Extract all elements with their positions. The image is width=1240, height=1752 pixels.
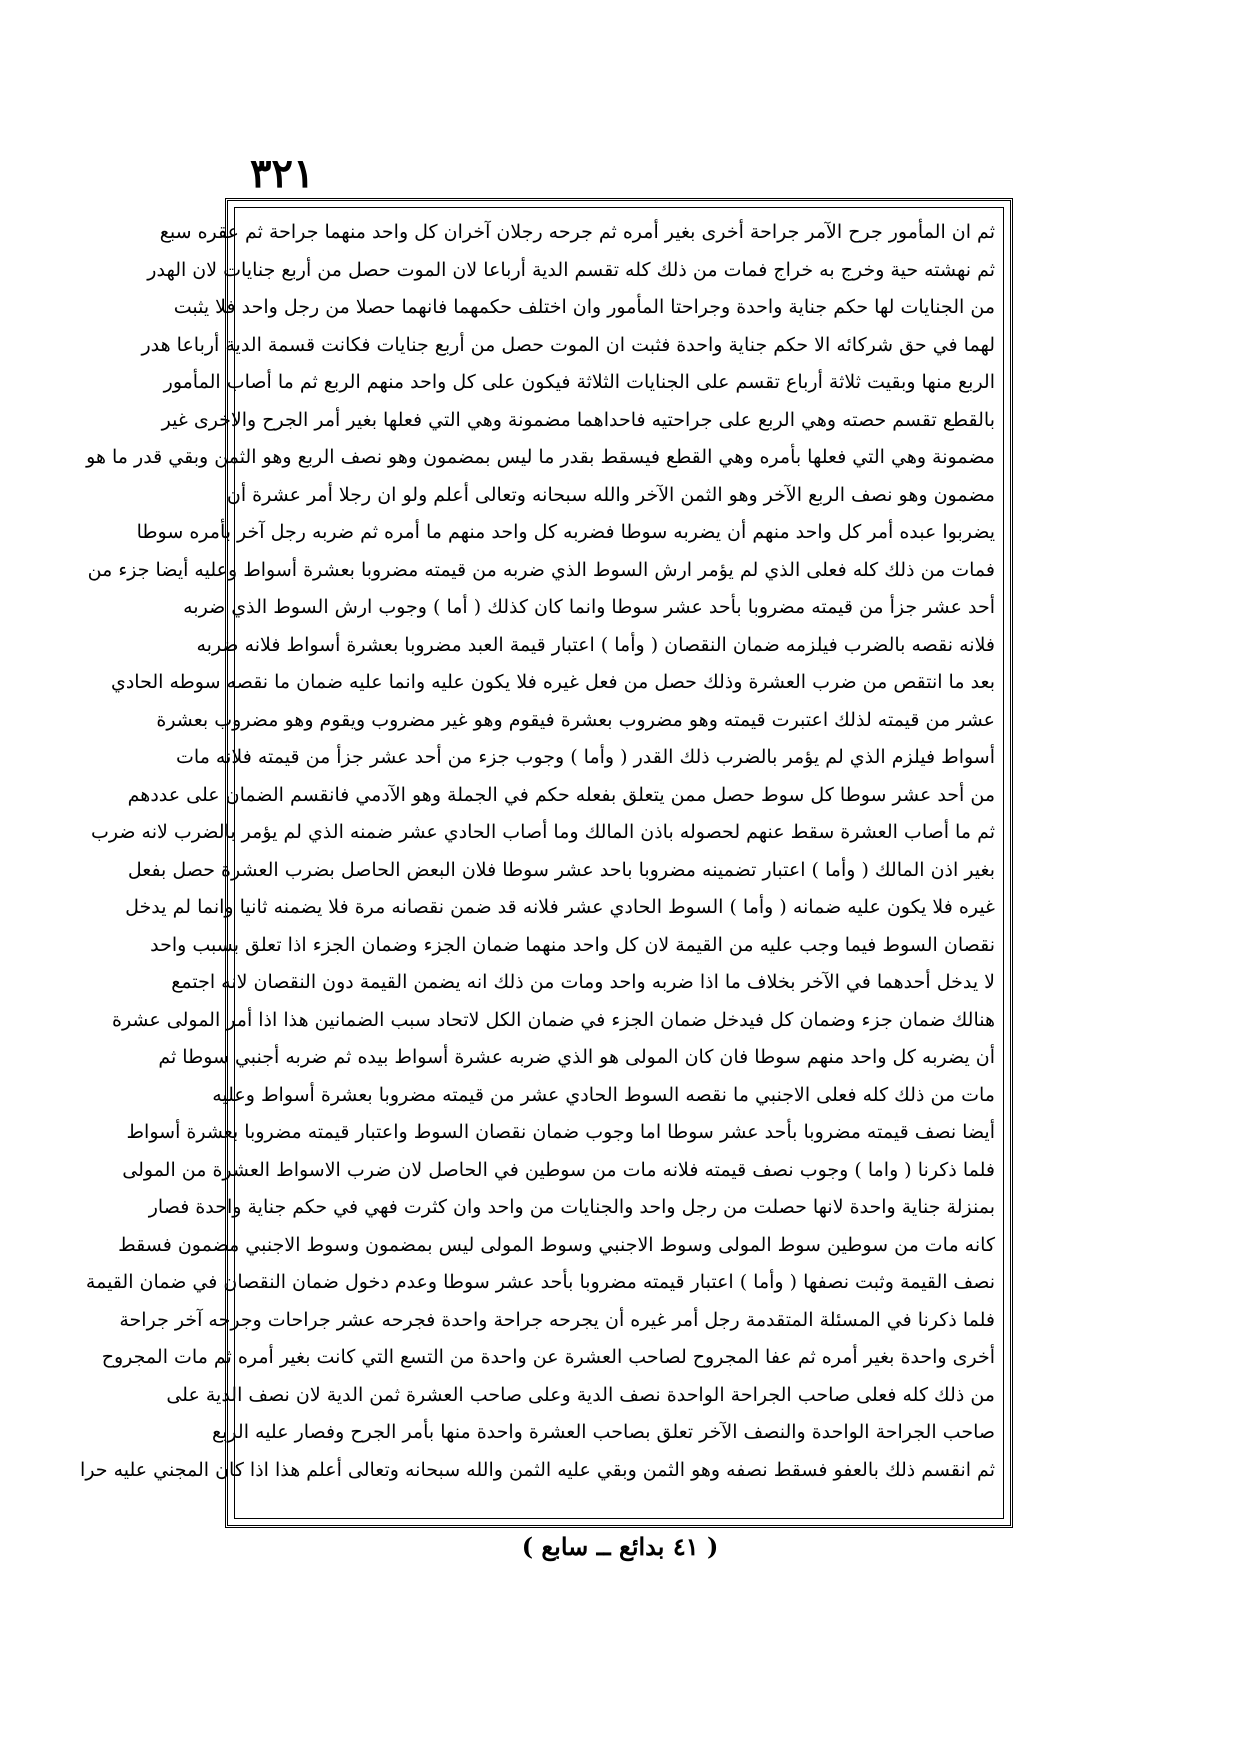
- text-line: نقصان السوط فيما وجب عليه من القيمة لان كل واحد منهما ضمان الجزء وضمان الجزء اذا تعلق بسبب واحد: [150, 933, 995, 956]
- text-line: فلما ذكرنا ( واما ) وجوب نصف قيمته فلانه مات من سوطين في الحاصل لان ضرب الاسواط العشرة من المولى: [122, 1158, 995, 1181]
- text-line: هنالك ضمان جزء وضمان كل فيدخل ضمان الجزء في ضمان الكل لاتحاد سبب الضمانين هذا اذا أمر المولى عشرة: [111, 1008, 995, 1031]
- text-line: ثم انقسم ذلك بالعفو فسقط نصفه وهو الثمن وبقي عليه الثمن والله سبحانه وتعالى أعلم هذا اذا كان المجني عليه حرا: [80, 1458, 995, 1481]
- text-line: كانه مات من سوطين سوط المولى وسوط الاجنبي وسوط المولى ليس بمضمون وسوط الاجنبي مضمون فسقط: [118, 1233, 995, 1256]
- text-line: فلانه نقصه بالضرب فيلزمه ضمان النقصان ( وأما ) اعتبار قيمة العبد مضروبا بعشرة أسواط فلانه ضربه: [196, 633, 995, 656]
- text-line: لهما في حق شركائه الا حكم جناية واحدة فثبت ان الموت حصل من أربع جنايات فكانت قسمة الدية أرباعا هدر: [141, 333, 995, 356]
- text-line: أن يضربه كل واحد منهم سوطا فان كان المولى هو الذي ضربه عشرة أسواط بيده ثم ضربه أجنبي سوطا ثم: [158, 1046, 995, 1068]
- text-line: مضمونة وهي التي فعلها بأمره وهي القطع فيسقط بقدر ما ليس بمضمون وهو نصف الربع وهو الثمن وبقي قدر ما هو: [86, 446, 995, 468]
- text-line: الربع منها وبقيت ثلاثة أرباع تقسم على الجنايات الثلاثة فيكون على كل واحد منهم الربع ثم ما أصاب المأمور: [163, 371, 995, 393]
- text-line: صاحب الجراحة الواحدة والنصف الآخر تعلق بصاحب العشرة واحدة منها بأمر الجرح وفصار عليه الربع: [212, 1421, 995, 1443]
- text-line: من أحد عشر سوطا كل سوط حصل ممن يتعلق بفعله حكم في الجملة وهو الآدمي فانقسم الضمان على عددهم: [127, 783, 995, 806]
- text-frame-inner: [80, 207, 1004, 1519]
- body-text: [80, 214, 1003, 1489]
- text-line: فمات من ذلك كله فعلى الذي لم يؤمر ارش السوط الذي ضربه من قيمته مضروبا بعشرة أسواط وعليه أيضا جزء من: [87, 558, 995, 581]
- text-line: غيره فلا يكون عليه ضمانه ( وأما ) السوط الحادي عشر فلانه قد ضمن نقصانه مرة فلا يضمنه ثانيا وانما لم يدخل: [125, 896, 995, 918]
- text-line: أخرى واحدة بغير أمره ثم عفا المجروح لصاحب العشرة عن واحدة من التسع التي كانت بغير أمره ثم مات المجروح: [101, 1346, 995, 1368]
- text-line: بالقطع تقسم حصته وهي الربع على جراحتيه فاحداهما مضمونة وهي التي فعلها بغير أمر الجرح والاخرى غير: [161, 408, 995, 431]
- text-line: أسواط فيلزم الذي لم يؤمر بالضرب ذلك القدر ( وأما ) وجوب جزء من أحد عشر جزأ من قيمته فلانه مات: [176, 746, 995, 768]
- page-number: ٣٢١: [250, 150, 315, 197]
- text-line: عشر من قيمته لذلك اعتبرت قيمته وهو مضروب بعشرة فيقوم وهو غير مضروب ويقوم وهو مضروب بعشرة: [156, 708, 995, 731]
- text-line: يضربوا عبده أمر كل واحد منهم أن يضربه سوطا فضربه كل واحد منهم ما أمره ثم ضربه رجل آخر بأمره سوطا: [136, 521, 995, 543]
- text-line: ثم ما أصاب العشرة سقط عنهم لحصوله باذن المالك وما أصاب الحادي عشر ضمنه الذي لم يؤمر بالضرب لانه ضرب: [91, 821, 995, 843]
- text-line: من ذلك كله فعلى صاحب الجراحة الواحدة نصف الدية وعلى صاحب العشرة ثمن الدية لان نصف الدية على: [166, 1383, 995, 1406]
- text-line: لا يدخل أحدهما في الآخر بخلاف ما اذا ضربه واحد ومات من ذلك انه يضمن القيمة دون النقصان لانه اجتمع: [171, 971, 995, 993]
- text-line: أيضا نصف قيمته مضروبا بأحد عشر سوطا اما وجوب ضمان نقصان السوط واعتبار قيمته مضروبا بعشرة أسواط: [126, 1121, 995, 1143]
- text-line: بمنزلة جناية واحدة لانها حصلت من رجل واحد والجنايات من واحد وان كثرت فهي في حكم جناية واحدة فصار: [148, 1196, 995, 1218]
- text-line: فلما ذكرنا في المسئلة المتقدمة رجل أمر غيره أن يجرحه جراحة واحدة فجرحه عشر جراحات وجرحه آخر جراحة: [119, 1308, 995, 1331]
- text-line: مضمون وهو نصف الربع الآخر وهو الثمن الآخر والله سبحانه وتعالى أعلم ولو ان رجلا أمر عشرة أن: [226, 483, 995, 506]
- text-line: أحد عشر جزأ من قيمته مضروبا بأحد عشر سوطا وانما كان كذلك ( أما ) وجوب ارش السوط الذي ضربه: [183, 596, 995, 618]
- text-line: نصف القيمة وثبت نصفها ( وأما ) اعتبار قيمته مضروبا بأحد عشر سوطا وعدم دخول ضمان النقصان في ضمان القيمة: [85, 1271, 995, 1293]
- text-frame: [80, 198, 1013, 1528]
- text-line: ثم نهشته حية وخرج به خراج فمات من ذلك كله تقسم الدية أرباعا لان الموت حصل من أربع جنايات لان الهدر: [147, 258, 995, 281]
- text-line: مات من ذلك كله فعلى الاجنبي ما نقصه السوط الحادي عشر من قيمته مضروبا بعشرة أسواط وعليه: [212, 1083, 995, 1106]
- text-line: من الجنايات لها حكم جناية واحدة وجراحتا المأمور وان اختلف حكمهما فانهما حصلا من رجل واحد فلا يثبت: [173, 296, 995, 318]
- page-footer: ( ٤١ بدائع ــ سابع ): [521, 1532, 719, 1561]
- text-line: ثم ان المأمور جرح الآمر جراحة أخرى بغير أمره ثم جرحه رجلان آخران كل واحد منهما جراحة ثم عقره سبع: [159, 221, 995, 243]
- text-line: بعد ما انتقص من ضرب العشرة وذلك حصل من فعل غيره فلا يكون عليه وانما عليه ضمان ما نقصه سوطه الحادي: [110, 671, 995, 693]
- text-line: بغير اذن المالك ( وأما ) اعتبار تضمينه مضروبا باحد عشر سوطا فلان البعض الحاصل بضرب العشرة حصل بفعل: [127, 858, 995, 881]
